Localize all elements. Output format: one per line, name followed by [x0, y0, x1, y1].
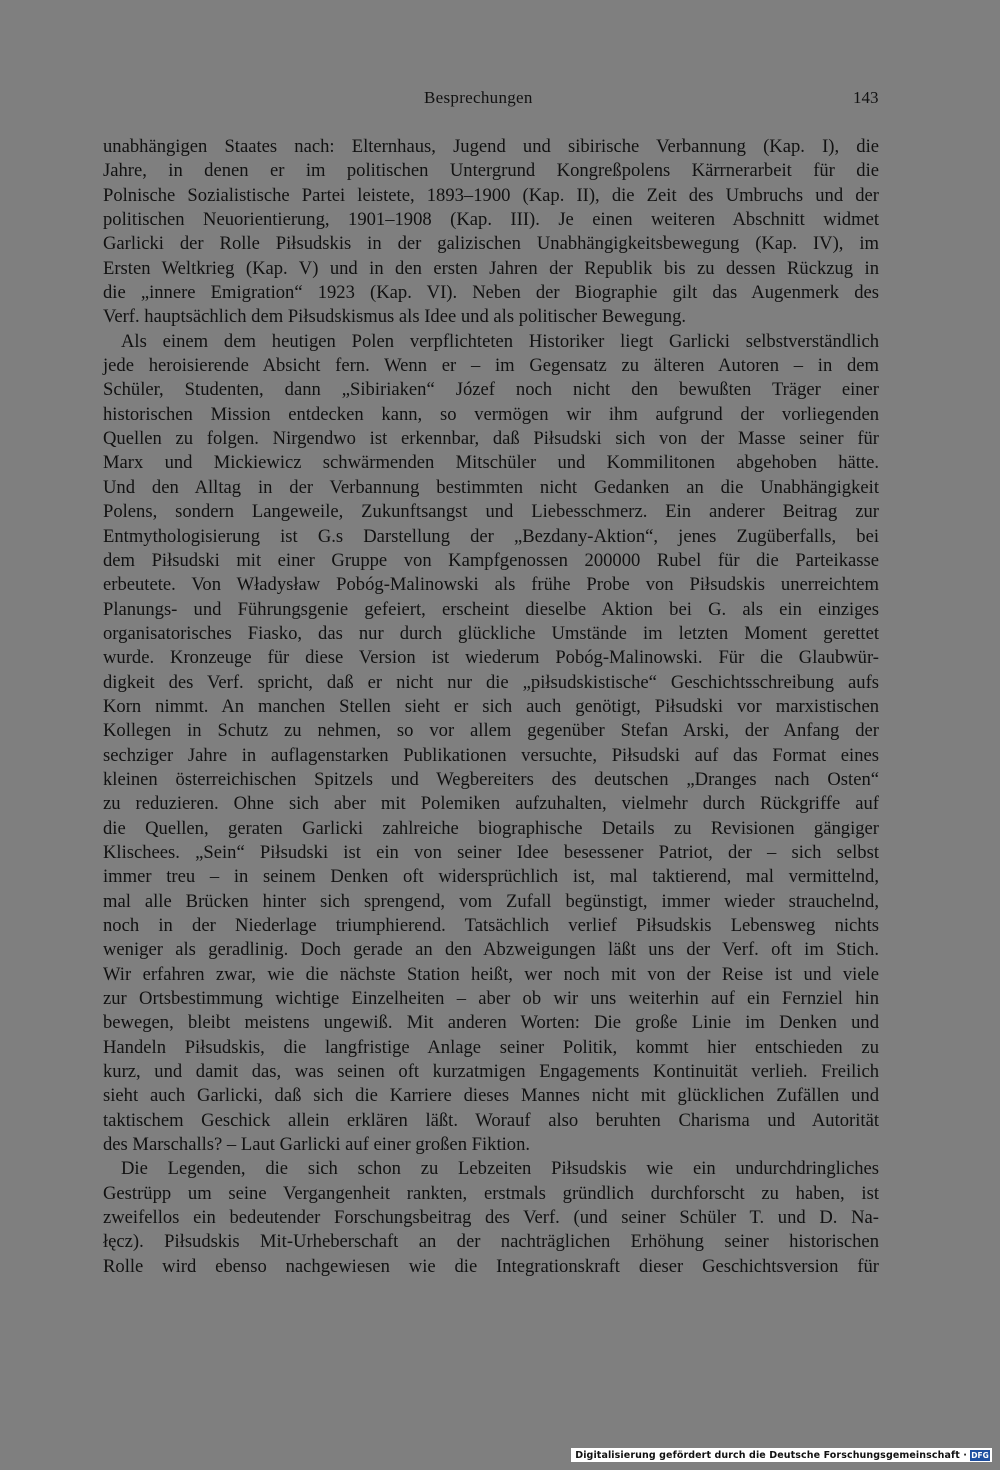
text-line: mal alle Brücken hinter sich sprengend, vom Zufall begünstigt, immer wieder strauchelnd,	[103, 890, 879, 912]
text-line: Garlicki der Rolle Piłsudskis in der galizischen Unabhängigkeitsbewegung (Kap. IV), im	[103, 233, 879, 255]
text-line: sieht auch Garlicki, daß sich die Karriere dieses Mannes nicht mit glücklichen Zufällen und	[103, 1085, 879, 1107]
page-header	[0, 88, 1000, 114]
text-line: sechziger Jahre in auflagenstarken Publikationen versuchte, Piłsudski auf das Format eines	[103, 744, 879, 766]
text-line: Klischees. „Sein“ Piłsudski ist ein von seiner Idee besessener Patriot, der – sich selbst	[103, 841, 879, 863]
footer-credit-text: Digitalisierung gefördert durch die Deutsche Forschungsgemeinschaft ·	[575, 1449, 967, 1461]
text-line: Ersten Weltkrieg (Kap. V) und in den ersten Jahren der Republik bis zu dessen Rückzug in	[103, 257, 879, 279]
text-line: taktischem Geschick allein erklären läßt. Worauf also beruhten Charisma und Autorität	[103, 1109, 879, 1131]
page-number: 143	[853, 88, 879, 107]
text-line: Entmythologisierung ist G.s Darstellung der „Bezdany-Aktion“, jenes Zugüberfalls, bei	[103, 525, 879, 547]
text-line: dem Piłsudski mit einer Gruppe von Kampfgenossen 200000 Rubel für die Parteikasse	[103, 549, 879, 571]
text-line: die Quellen, geraten Garlicki zahlreiche biographische Details zu Revisionen gängiger	[103, 817, 879, 839]
text-line: kurz, und damit das, was seinen oft kurzatmigen Engagements Kontinuität verlieh. Freilich	[103, 1061, 879, 1083]
dfg-logo: DFG	[971, 1450, 989, 1460]
text-line: immer treu – in seinem Denken oft widersprüchlich ist, mal taktierend, mal vermittelnd,	[103, 866, 879, 888]
text-line: Quellen zu folgen. Nirgendwo ist erkennbar, daß Piłsudski sich von der Masse seiner für	[103, 428, 879, 450]
text-line: Rolle wird ebenso nachgewiesen wie die Integrationskraft dieser Geschichtsversion für	[103, 1255, 879, 1277]
text-line: bewegen, bleibt meistens ungewiß. Mit anderen Worten: Die große Linie im Denken und	[103, 1012, 879, 1034]
text-line: unabhängigen Staates nach: Elternhaus, Jugend und sibirische Verbannung (Kap. I), die	[103, 136, 879, 157]
text-line: weniger als geradlinig. Doch gerade an den Abzweigungen läßt uns der Verf. oft im Stich.	[103, 939, 879, 961]
review-body-text	[103, 135, 879, 1279]
text-line: Wir erfahren zwar, wie die nächste Station heißt, wer noch mit von der Reise ist und viele	[103, 963, 879, 985]
text-line: Schüler, Studenten, dann „Sibiriaken“ Józef noch nicht den bewußten Träger einer	[103, 379, 879, 401]
digitization-credit	[571, 1448, 992, 1462]
text-line: Die Legenden, die sich schon zu Lebzeiten Piłsudskis wie ein undurchdringliches	[121, 1158, 879, 1180]
text-line: des Marschalls? – Laut Garlicki auf einer großen Fiktion.	[103, 1134, 531, 1156]
text-line: organisatorisches Fiasko, das nur durch glückliche Umstände im letzten Moment gerettet	[103, 622, 879, 644]
running-head: Besprechungen	[424, 88, 533, 107]
text-line: historischen Mission entdecken kann, so vermögen wir ihm aufgrund der vorliegenden	[103, 403, 879, 425]
text-line: die „innere Emigration“ 1923 (Kap. VI). Neben der Biographie gilt das Augenmerk des	[103, 282, 879, 304]
text-line: łęcz). Piłsudskis Mit-Urheberschaft an der nachträglichen Erhöhung seiner historischen	[103, 1231, 879, 1253]
text-line: Planungs- und Führungsgenie gefeiert, erscheint dieselbe Aktion bei G. als ein einziges	[103, 598, 879, 620]
text-line: Kollegen in Schutz zu nehmen, so vor allem gegenüber Stefan Arski, der Anfang der	[103, 720, 879, 742]
text-line: zweifellos ein bedeutender Forschungsbeitrag des Verf. (und seiner Schüler T. und D. Na-	[103, 1207, 879, 1229]
text-line: Korn nimmt. An manchen Stellen sieht er sich auch genötigt, Piłsudski vor marxistischen	[103, 695, 879, 717]
text-line: Verf. hauptsächlich dem Piłsudskismus als Idee und als politischer Bewegung.	[103, 306, 687, 328]
text-line: digkeit des Verf. spricht, daß er nicht nur die „piłsudskistische“ Geschichtsschreibung aufs	[103, 671, 879, 693]
text-line: Gestrüpp um seine Vergangenheit rankten, erstmals gründlich durchforscht zu haben, ist	[103, 1182, 879, 1204]
text-line: Handeln Piłsudskis, die langfristige Anlage seiner Politik, kommt hier entschieden zu	[103, 1036, 879, 1058]
text-line: erbeutete. Von Władysław Pobóg-Malinowski als frühe Probe von Piłsudskis unerreichtem	[103, 574, 879, 596]
text-line: Polens, sondern Langeweile, Zukunftsangst und Liebesschmerz. Ein anderer Beitrag zur	[103, 501, 879, 523]
text-line: Und den Alltag in der Verbannung bestimmten nicht Gedanken an die Unabhängigkeit	[103, 476, 879, 498]
text-line: kleinen österreichischen Spitzels und Wegbereiters des deutschen „Dranges nach Osten“	[103, 768, 879, 790]
text-line: noch in der Niederlage triumphierend. Tatsächlich verlief Piłsudskis Lebensweg nichts	[103, 915, 879, 936]
text-line: Marx und Mickiewicz schwärmenden Mitschüler und Kommilitonen abgehoben hätte.	[103, 452, 879, 474]
text-line: Als einem dem heutigen Polen verpflichteten Historiker liegt Garlicki selbstverständlich	[121, 330, 879, 352]
text-line: zur Ortsbestimmung wichtige Einzelheiten – aber ob wir uns weiterhin auf ein Fernziel hin	[103, 988, 879, 1010]
text-line: Polnische Sozialistische Partei leistete, 1893–1900 (Kap. II), die Zeit des Umbruchs und der	[103, 184, 879, 206]
text-line: jede heroisierende Absicht fern. Wenn er – im Gegensatz zu älteren Autoren – in dem	[103, 355, 879, 377]
text-line: wurde. Kronzeuge für diese Version ist wiederum Pobóg-Malinowski. Für die Glaubwür-	[103, 647, 879, 669]
text-line: zu reduzieren. Ohne sich aber mit Polemiken aufzuhalten, vielmehr durch Rückgriffe auf	[103, 793, 879, 815]
text-line: politischen Neuorientierung, 1901–1908 (Kap. III). Je einen weiteren Abschnitt widmet	[103, 209, 879, 231]
text-line: Jahre, in denen er im politischen Untergrund Kongreßpolens Kärrnerarbeit für die	[103, 160, 879, 182]
